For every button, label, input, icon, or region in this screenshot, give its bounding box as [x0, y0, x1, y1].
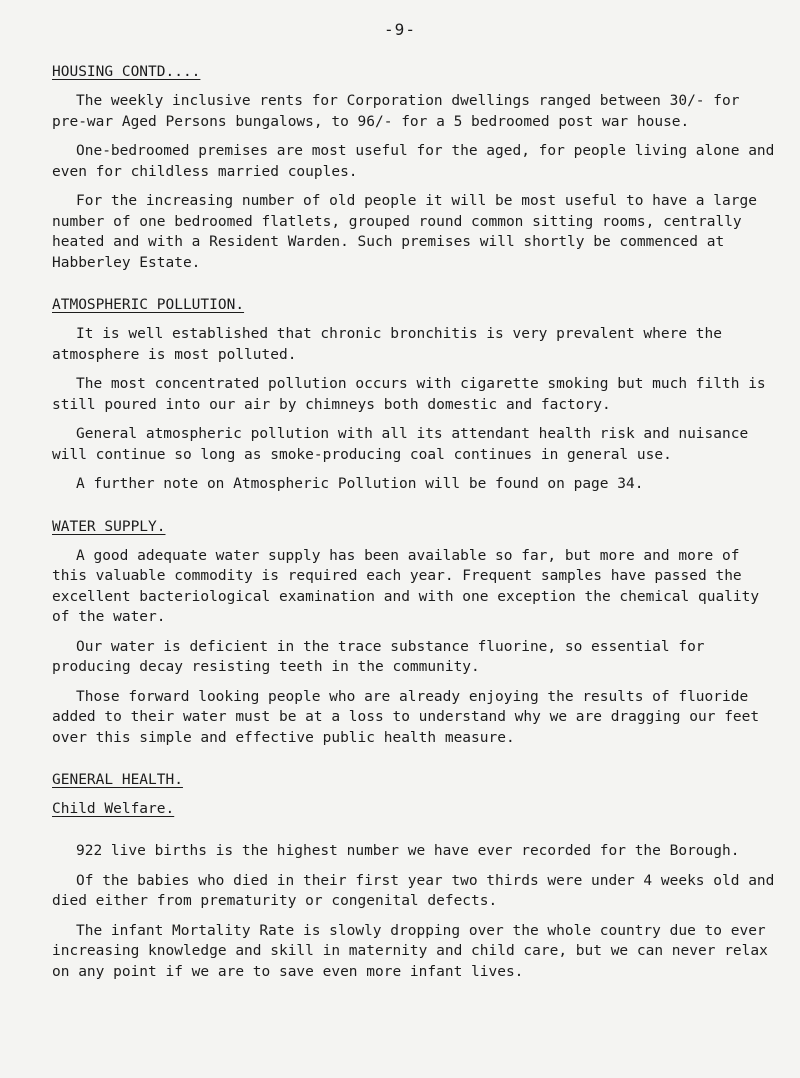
pollution-paragraph: The most concentrated pollution occurs with cigarette smoking but much filth is still poured into our air by chimneys both domestic and factory. [52, 376, 766, 413]
child-welfare-paragraph: 922 live births is the highest number we have ever recorded for the Borough. [76, 843, 740, 859]
child-welfare-paragraph: Of the babies who died in their first year two thirds were under 4 weeks old and died either from prematurity or congenital defects. [52, 872, 775, 909]
child-welfare-subheading: Child Welfare. [52, 801, 175, 817]
page-content [52, 62, 776, 982]
housing-paragraph: One-bedroomed premises are most useful for the aged, for people living alone and even for childless married couples. [52, 143, 775, 180]
page-number: -9- [384, 20, 416, 39]
housing-paragraph: For the increasing number of old people it will be most useful to have a large number of one bedroomed flatlets, grouped round common sitting rooms, centrally heated and with a Resident Warden. Such premises will shortly be commenced at Habberley Estate. [52, 193, 757, 271]
pollution-paragraph: It is well established that chronic bronchitis is very prevalent where the atmosphere is most polluted. [52, 326, 723, 363]
child-welfare-paragraph: The infant Mortality Rate is slowly dropping over the whole country due to ever increasing knowledge and skill in maternity and child care, but we can never relax on any point if we are to save even more infant lives. [52, 922, 768, 980]
housing-heading: HOUSING CONTD.... [52, 64, 201, 80]
water-paragraph: A good adequate water supply has been available so far, but more and more of this valuable commodity is required each year. Frequent samples have passed the excellent bacteriological examination and with one exception the chemical quality of the water. [52, 547, 760, 625]
pollution-paragraph: A further note on Atmospheric Pollution will be found on page 34. [76, 476, 644, 492]
pollution-paragraph: General atmospheric pollution with all its attendant health risk and nuisance will continue so long as smoke-producing coal continues in general use. [52, 426, 749, 463]
pollution-heading: ATMOSPHERIC POLLUTION. [52, 297, 245, 313]
housing-paragraph: The weekly inclusive rents for Corporation dwellings ranged between 30/- for pre-war Aged Persons bungalows, to 96/- for a 5 bedroomed post war house. [52, 93, 740, 130]
general-health-heading: GENERAL HEALTH. [52, 772, 183, 788]
water-heading: WATER SUPPLY. [52, 518, 166, 535]
water-paragraph: Those forward looking people who are already enjoying the results of fluoride added to their water must be at a loss to understand why we are dragging our feet over this simple and effective public health measure. [52, 688, 760, 746]
water-paragraph: Our water is deficient in the trace substance fluorine, so essential for producing decay resisting teeth in the community. [52, 638, 705, 675]
